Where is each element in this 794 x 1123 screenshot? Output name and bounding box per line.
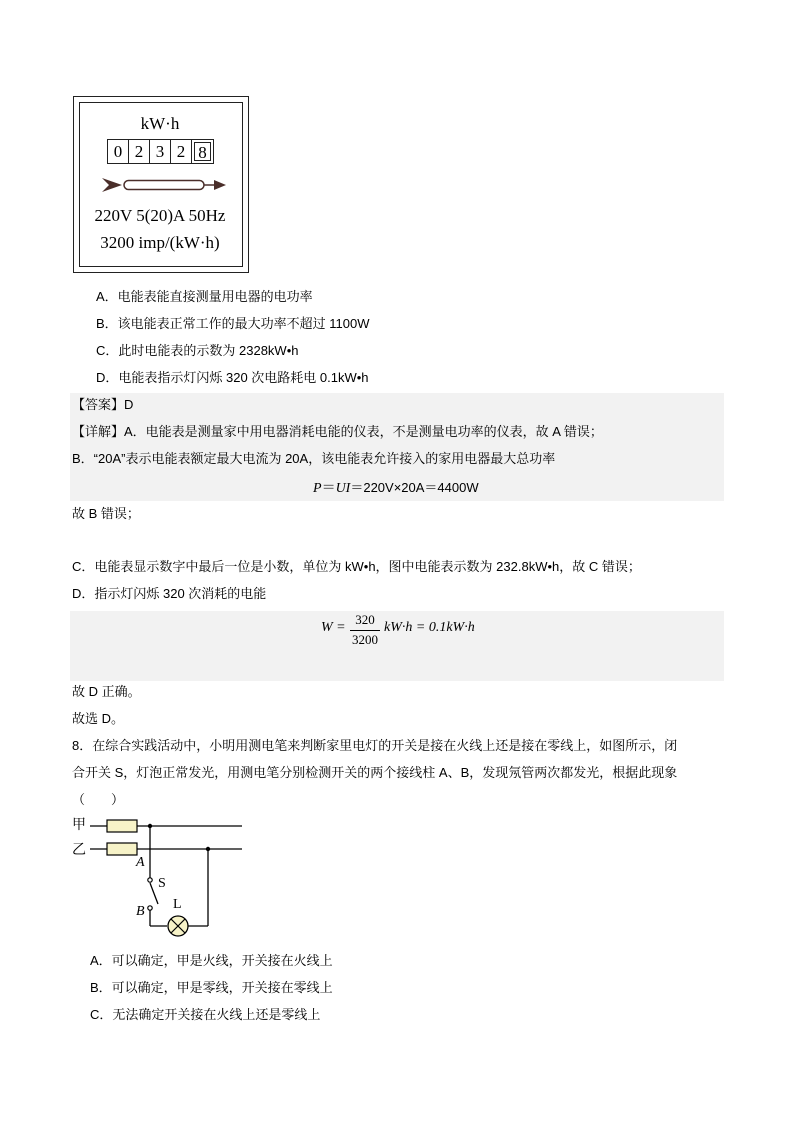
wire-label-jia: 甲 [72,816,86,832]
q7-option-b: B．该电能表正常工作的最大功率不超过 1100W [96,316,370,331]
q7-d-conclusion: 故 D 正确。 [72,684,141,699]
q8-option-c: C．无法确定开关接在火线上还是零线上 [90,1007,321,1022]
q7-answer: 【答案】D [72,397,134,412]
meter-disk-indicator [100,175,230,195]
meter-digit: 2 [171,140,192,163]
q7-b-conclusion: 故 B 错误； [72,506,140,521]
q8-option-a: A．可以确定，甲是火线，开关接在火线上 [90,953,333,968]
energy-formula-denominator: 3200 [352,632,378,647]
q8-stem-line1: 8．在综合实践活动中，小明用测电笔来判断家里电灯的开关是接在火线上还是接在零线上，如图所示，闭 [72,738,678,753]
meter-spec-voltage: 220V 5(20)A 50Hz [94,206,226,225]
energy-formula-numerator: 320 [355,612,375,627]
terminal-label-a: A [136,855,145,870]
q7-final-choice: 故选 D。 [72,711,125,726]
q7-detail-a: 【详解】A．电能表是测量家中用电器消耗电能的仪表，不是测量电功率的仪表，故 A 错误； [72,424,603,439]
energy-formula-lhs: W = [321,620,346,635]
meter-digit-display [107,139,214,164]
meter-spec-impulse: 3200 imp/(kW·h) [100,233,220,252]
q8-stem-line3: （ ） [72,792,125,807]
meter-digit: 2 [129,140,150,163]
formula-rhs: ＝220V×20A＝4400W [350,480,479,495]
q7-detail-b: B．“20A”表示电能表额定最大电流为 20A，该电能表允许接入的家用电器最大总功率 [72,451,556,466]
meter-decimal-digit: 8 [194,142,211,161]
fuse-jia [107,820,137,832]
meter-digit: 3 [150,140,171,163]
energy-formula-rhs: kW·h = 0.1kW·h [384,620,475,635]
q7-option-c: C．此时电能表的示数为 2328kW•h [96,343,299,358]
switch-label-s: S [158,876,166,891]
q8-stem-line2: 合开关 S，灯泡正常发光，用测电笔分别检测开关的两个接线柱 A、B，发现氖管两次都发光，根据此现象 [72,765,678,780]
terminal-label-b: B [136,904,145,919]
power-formula [313,477,479,497]
fuse-yi [107,843,137,855]
formula-symbol-p: P [313,481,322,496]
meter-digit: 0 [108,140,129,163]
q7-detail-d: D．指示灯闪烁 320 次消耗的电能 [72,586,267,601]
q7-option-a: A．电能表能直接测量用电器的电功率 [96,289,313,304]
wire-label-yi: 乙 [72,841,86,857]
q8-option-b: B．可以确定，甲是零线，开关接在零线上 [90,980,333,995]
q7-detail-c: C．电能表显示数字中最后一位是小数，单位为 kW•h，图中电能表示数为 232.8kW•h，故 C 错误； [72,559,641,574]
fraction-bar [350,630,380,631]
formula-symbol-ui: UI [335,481,351,496]
q7-option-d: D．电能表指示灯闪烁 320 次电路耗电 0.1kW•h [96,370,369,385]
lamp-label-l: L [173,897,182,912]
meter-unit-label: kW·h [140,114,180,133]
formula-equals: ＝ [321,481,336,496]
